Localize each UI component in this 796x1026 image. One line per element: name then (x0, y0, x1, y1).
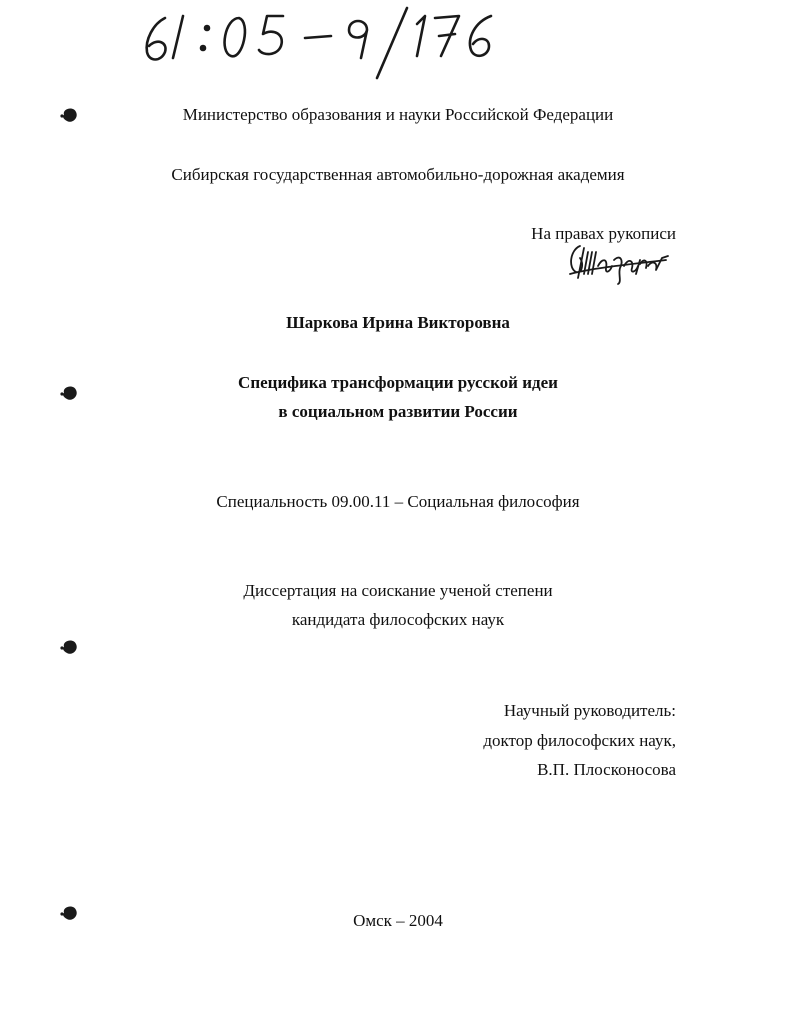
degree-line-1: Диссертация на соискание ученой степени (243, 581, 553, 600)
degree-line-2: кандидата философских наук (291, 610, 505, 629)
ministry-line: Министерство образования и науки Российской Федерации (182, 105, 614, 124)
manuscript-rights: На правах рукописи (531, 224, 676, 243)
author-signature (562, 238, 672, 286)
academy-line: Сибирская государственная автомобильно-дорожная академия (171, 165, 625, 184)
advisor-name: В.П. Плосконосова (537, 760, 676, 779)
advisor-label: Научный руководитель: (503, 701, 676, 720)
author-name: Шаркова Ирина Викторовна (286, 313, 510, 332)
city-year: Омск – 2004 (353, 911, 443, 930)
thesis-title-line-1: Специфика трансформации русской идеи (238, 373, 558, 392)
handwritten-code (135, 2, 505, 82)
punch-mark (58, 636, 80, 658)
specialty-line: Специальность 09.00.11 – Социальная философия (216, 492, 580, 511)
advisor-degree: доктор философских наук, (483, 731, 676, 750)
thesis-title-line-2: в социальном развитии России (278, 402, 518, 421)
